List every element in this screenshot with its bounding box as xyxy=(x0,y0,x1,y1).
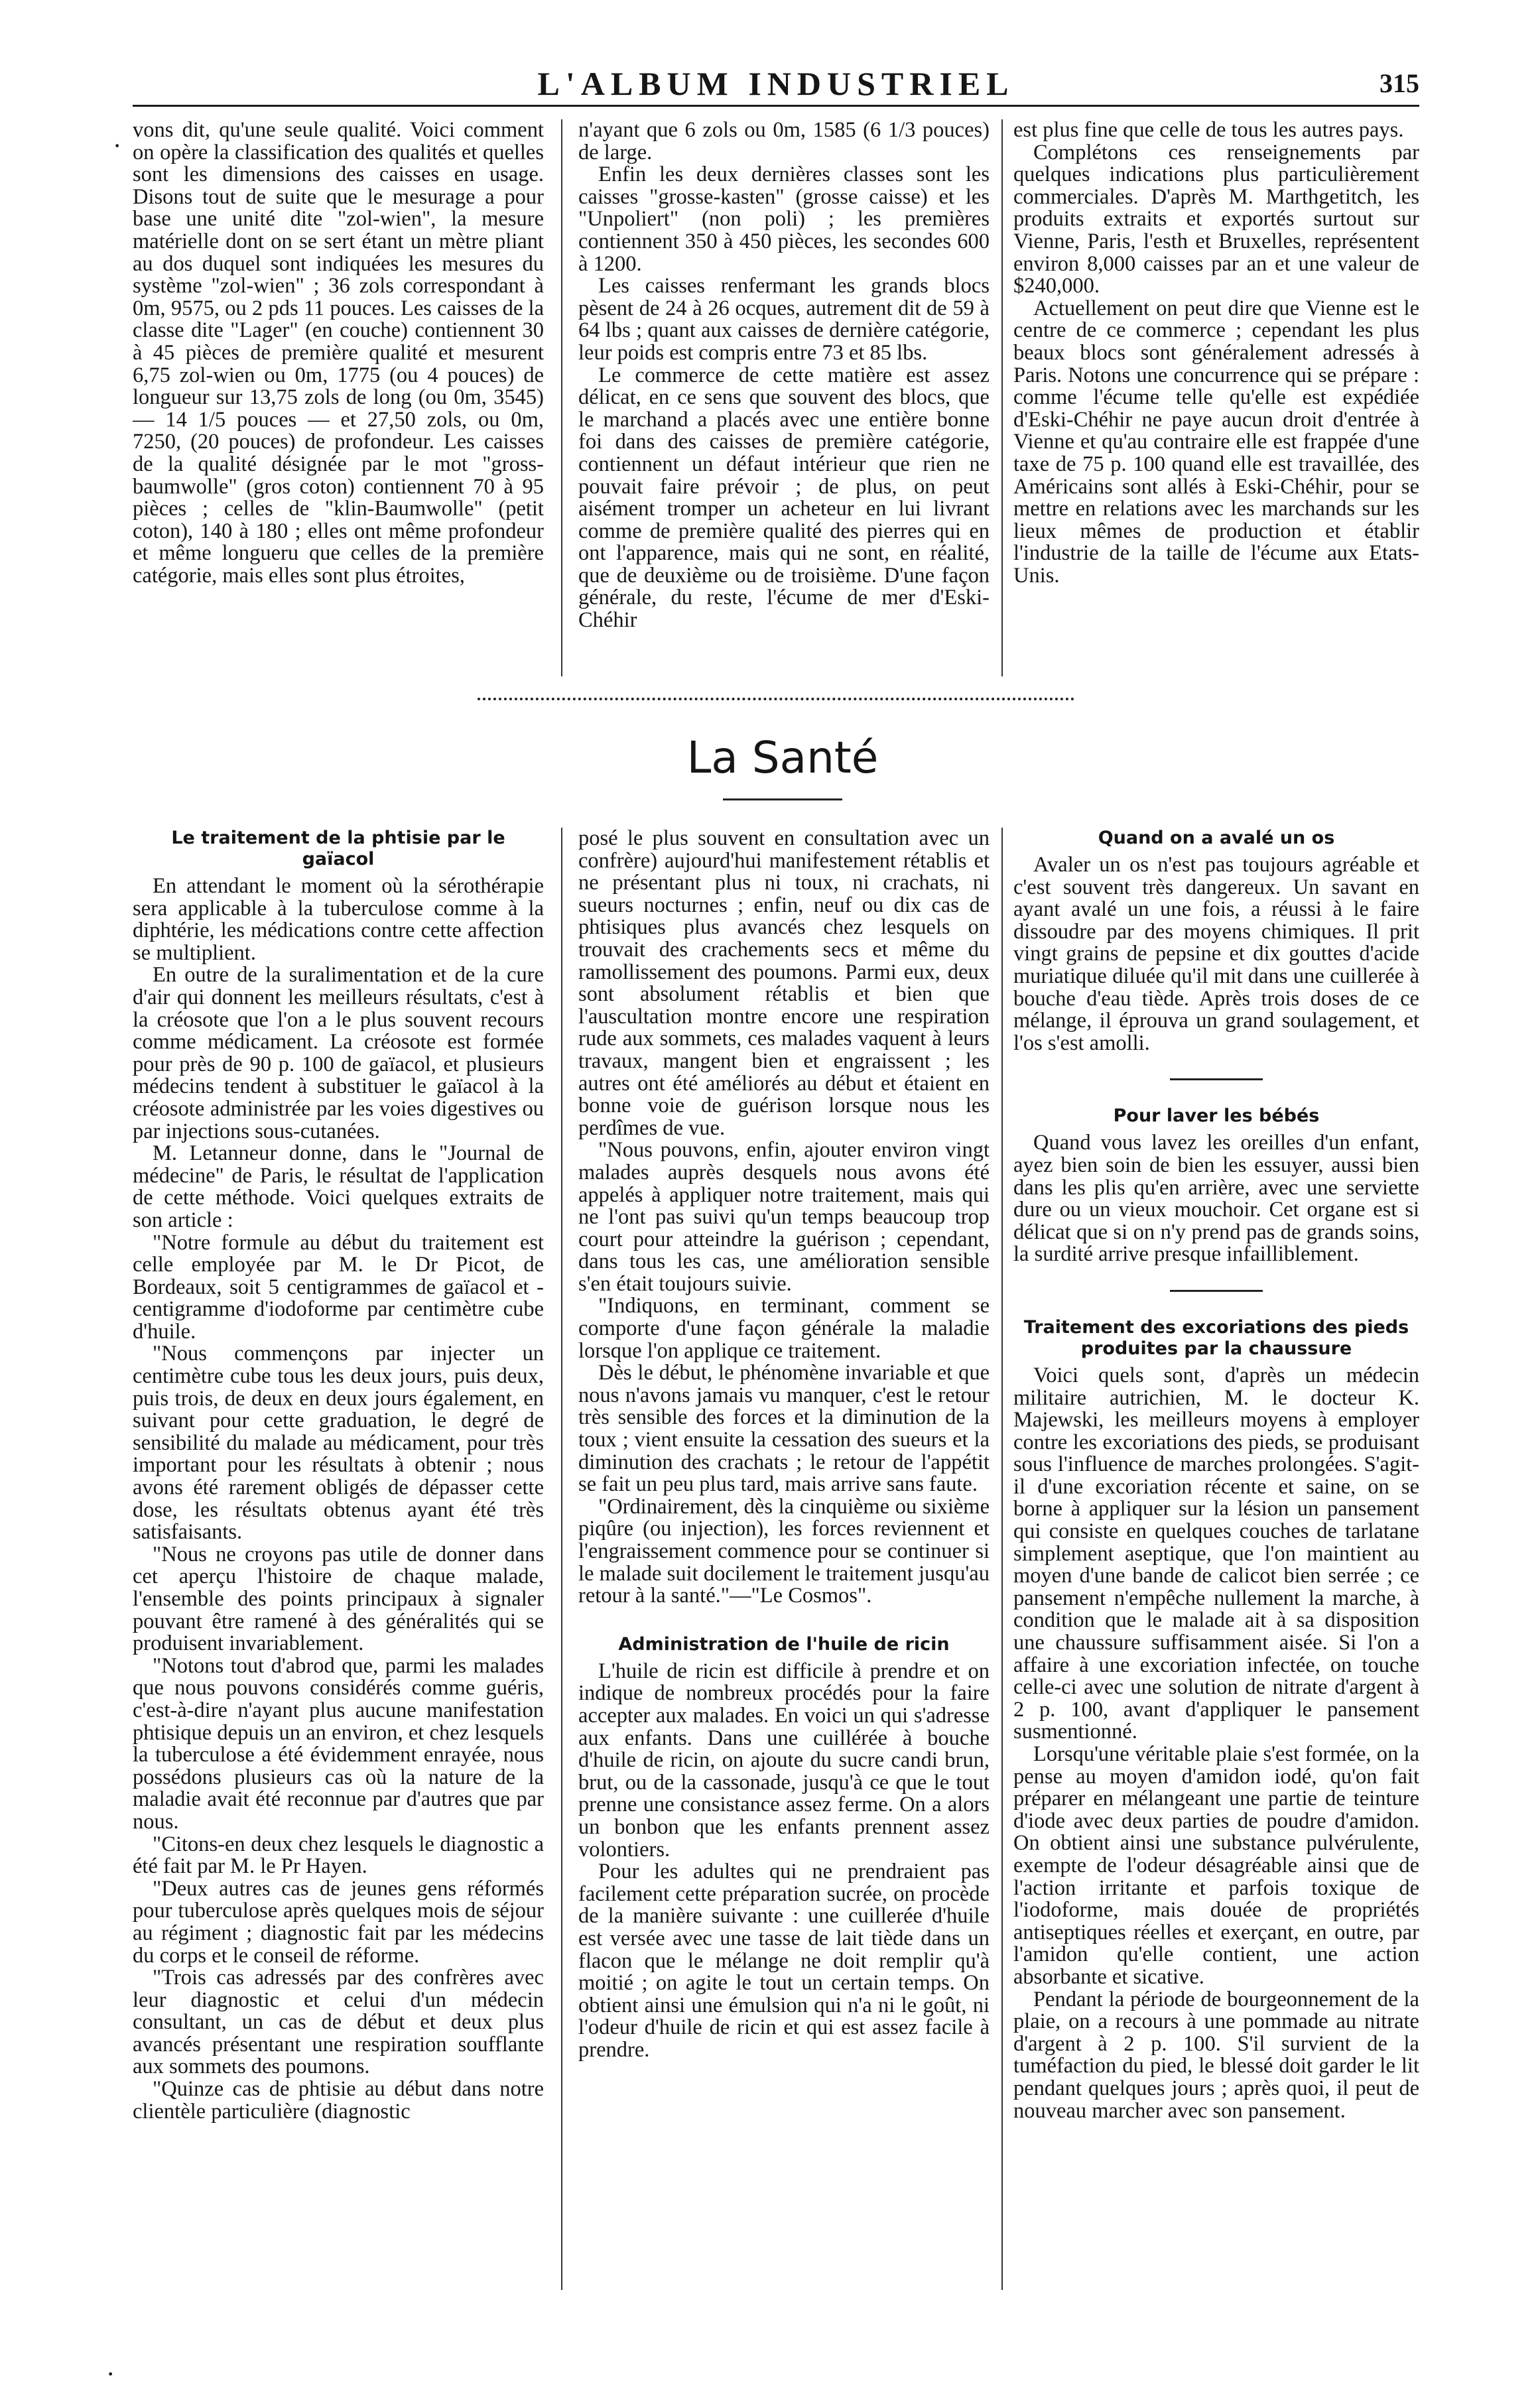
paragraph: "Citons-en deux chez lesquels le diagnostic a été fait par M. le Pr Hayen. xyxy=(133,1832,544,1879)
top-column-3 xyxy=(1013,119,1419,676)
column-rule xyxy=(561,119,562,676)
paragraph: "Deux autres cas de jeunes gens réformés pour tuberculose après quelques mois de séjour au régiment ; diagnostic fait par les médecins du corps et le conseil de réforme. xyxy=(133,1876,544,1968)
paragraph: "Trois cas adressés par des confrères avec leur diagnostic et celui d'un médecin consultant, un cas de début et deux plus avancés présentant une respiration soufflante aux sommets des poumons. xyxy=(133,1966,544,2079)
paragraph: est plus fine que celle de tous les autres pays. xyxy=(1013,119,1404,142)
section-separator xyxy=(478,698,1074,700)
top-column-2 xyxy=(578,119,990,676)
bottom-column-1 xyxy=(133,828,544,2290)
page-number: 315 xyxy=(1380,68,1419,98)
bottom-column-2 xyxy=(578,828,990,2290)
column-rule xyxy=(1001,828,1003,2290)
paragraph: Enfin les deux dernières classes sont les caisses "grosse-kasten" (grosse caisse) et les "Unpoliert" (non poli) ; les premières contiennent 350 à 450 pièces, les secondes 600 à 1200. xyxy=(578,162,990,276)
column-rule xyxy=(561,828,562,2290)
paragraph: Lorsqu'une véritable plaie s'est formée, on la pense au moyen d'amidon iodé, qu'on fait préparer en mélangeant une partie de teinture d'iode avec deux parties de poudre d'amidon. On obtient ainsi une substance pulvérulente, exempte de l'odeur désagréable ainsi que de l'action irritante et parfois toxique de l'iodoforme, mais douée de propriétés antiseptiques réelles et exerçant, en outre, par l'amidon qu'elle contient, une action absorbante et sicative. xyxy=(1013,1742,1419,1989)
article-heading-os: Quand on a avalé un os xyxy=(1098,828,1335,848)
top-column-1 xyxy=(133,119,544,676)
paragraph: "Notons tout d'abrod que, parmi les malades que nous pouvons considérés comme guéris, c'est-à-dire n'ayant plus aucune manifestation phtisique depuis un an environ, et chez lesquels la tuberculose a été évidemment enrayée, nous possédons plusieurs cas où la nature de la maladie avait été reconnue par d'autres que par nous. xyxy=(133,1653,544,1834)
paragraph: "Quinze cas de phtisie au début dans notre clientèle particulière (diagnostic xyxy=(133,2077,544,2123)
article-divider xyxy=(1170,1290,1263,1292)
paragraph: En attendant le moment où la sérothérapie sera applicable à la tuberculose comme à la diphtérie, les médications contre cette affection se multiplient. xyxy=(133,874,544,965)
running-title: L'ALBUM INDUSTRIEL xyxy=(537,65,1015,102)
paragraph: Complétons ces renseignements par quelques indications plus particulièrement commerciales. D'après M. Marthgetitch, les produits extraits et exportés surtout sur Vienne, Paris, l'esth et Bruxelles, représentent environ 8,000 caisses par an et une valeur de $240,000. xyxy=(1013,140,1419,298)
margin-dot: · xyxy=(113,131,122,160)
paragraph: Pour les adultes qui ne prendraient pas facilement cette préparation sucrée, on procède de la manière suivante : une cuillerée d'huile est versée avec une tasse de lait tiède dans un flacon que le mélange ne doit remplir qu'à moitié ; on agite le tout un certain temps. On obtient ainsi une émulsion qui n'a ni le goût, ni l'odeur d'huile de ricin et qui est assez facile à prendre. xyxy=(578,1860,990,2062)
paragraph: Pendant la période de bourgeonnement de la plaie, on a recours à une pommade au nitrate d'argent à 2 p. 100. S'il survient de la tuméfaction du pied, le blessé doit garder le lit pendant quelques jours ; après quoi, il peut de nouveau marcher avec son pansement. xyxy=(1013,1987,1419,2123)
paragraph: Dès le début, le phénomène invariable et que nous n'avons jamais vu manquer, c'est le retour très sensible des forces et la diminution de la toux ; vient ensuite la cessation des sueurs et la diminution des crachats ; le retour de l'appétit se fait un peu plus tard, mais arrive sans faute. xyxy=(578,1361,990,1497)
header-rule xyxy=(133,105,1419,107)
section-title: La Santé xyxy=(686,732,879,783)
article-divider xyxy=(1170,1078,1263,1080)
paragraph: Voici quels sont, d'après un médecin militaire autrichien, M. le docteur K. Majewski, les meilleurs moyens à employer contre les excoriations des pieds, se produisant sous l'influence de marches prolongées. S'agit-il d'une excoriation récente et saine, on se borne à appliquer sur la lésion un pansement qui consiste en quelques couches de tarlatane simplement aseptique, que l'on maintient au moyen d'une bande de calicot bien serrée ; ce pansement n'empêche nullement la marche, à condition que le malade ait à sa disposition une chaussure suffisamment aisée. Si l'on a affaire à une excoriation infectée, on touche celle-ci avec une solution de nitrate d'argent à 2 p. 100, avant d'appliquer le pansement susmentionné. xyxy=(1013,1363,1419,1744)
paragraph: "Notre formule au début du traitement est celle employée par M. le Dr Picot, de Bordeaux, soit 5 centigrammes de gaïacol et - centigramme d'iodoforme par centimètre cube d'huile. xyxy=(133,1230,544,1344)
paragraph: L'huile de ricin est difficile à prendre et on indique de nombreux procédés pour la faire accepter aux malades. En voici un qui s'adresse aux enfants. Dans une cuillérée à bouche d'huile de ricin, on ajoute du sucre candi brun, brut, ou de la cassonade, jusqu'à ce que le tout prenne une consistance assez ferme. On a alors un bonbon que les enfants prennent assez volontiers. xyxy=(578,1659,990,1862)
paragraph: En outre de la suralimentation et de la cure d'air qui donnent les meilleurs résultats, c'est à la créosote que l'on a le plus souvent recours comme médicament. La créosote est formée pour près de 90 p. 100 de gaïacol, et plusieurs médecins tendent à substituer le gaïacol à la créosote administrée par les voies digestives ou par injections sous-cutanées. xyxy=(133,963,544,1143)
column-rule xyxy=(1001,119,1003,676)
paragraph: "Nous commençons par injecter un centimètre cube tous les deux jours, puis deux, puis trois, de deux en deux jours également, en suivant pour cette graduation, le degré de sensibilité du malade au médicament, pour très important pour les résultats à obtenir ; nous avons été rarement obligés de dépasser cette dose, les résultats obtenus ayant été très satisfaisants. xyxy=(133,1342,544,1545)
paragraph: Actuellement on peut dire que Vienne est le centre de ce commerce ; cependant les plus beaux blocs sont généralement adressés à Paris. Notons une concurrence qui se prépare : comme l'écume telle qu'elle est expédiée d'Eski-Chéhir ne paye aucun droit d'entrée à Vienne et qu'au contraire elle est frappée d'une taxe de 75 p. 100 quand elle est travaillée, des Américains sont allés à Eski-Chéhir, pour se mettre en relations avec les marchands sur les lieux mêmes de production et établir l'industrie de la taille de l'écume aux Etats-Unis. xyxy=(1013,296,1419,588)
margin-dot: · xyxy=(106,2359,115,2389)
paragraph: vons dit, qu'une seule qualité. Voici comment on opère la classification des qualités et quelles sont les dimensions des caisses en usage. Disons tout de suite que le mesurage a pour base une unité dite "zol-wien", la mesure matérielle dont on se sert étant un mètre pliant au dos duquel sont indiquées les mesures du système "zol-wien" ; 36 zols correspondant à 0m, 9575, ou 2 pds 11 pouces. Les caisses de la classe dite "Lager" (en couche) contiennent 30 à 45 pièces de première qualité et mesurent 6,75 zol-wien ou 0m, 1775 (ou 4 pouces) de longueur sur 13,75 zols de long (ou 0m, 3545) — 14 1/5 pouces — et 27,50 zols, ou 0m, 7250, (20 pouces) de profondeur. Les caisses de la qualité désignée par le mot "gross-baumwolle" (gros coton) contiennent 70 à 95 pièces ; celles de "klin-Baumwolle" (petit coton), 140 à 180 ; elles ont même profondeur et même longueru que celles de la première catégorie, mais elles sont plus étroites, xyxy=(133,119,544,588)
paragraph: n'ayant que 6 zols ou 0m, 1585 (6 1/3 pouces) de large. xyxy=(578,119,990,164)
section-title-rule xyxy=(723,798,842,800)
bottom-column-3 xyxy=(1013,828,1419,2290)
page-header xyxy=(133,64,1419,103)
article-heading-ricin: Administration de l'huile de ricin xyxy=(618,1633,950,1655)
paragraph: "Indiquons, en terminant, comment se comporte d'une façon générale la maladie lorsque l'on applique ce traitement. xyxy=(578,1294,990,1363)
article-heading-excoriations: Traitement des excoriations des pieds produites par la chaussure xyxy=(1023,1316,1409,1359)
paragraph: "Ordinairement, dès la cinquième ou sixième piqûre (ou injection), les forces reviennent et l'engraissement commence pour se continuer si le malade suit docilement le traitement jusqu'au retour à la santé."—"Le Cosmos". xyxy=(578,1494,990,1608)
paragraph: "Nous pouvons, enfin, ajouter environ vingt malades auprès desquels nous avons été appelés à appliquer notre traitement, mais qui ne l'ont pas suivi qu'un temps beaucoup trop court pour atteindre la guérison ; cependant, dans tous les cas, une amélioration sensible s'en était toujours suivie. xyxy=(578,1138,990,1296)
paragraph: posé le plus souvent en consultation avec un confrère) aujourd'hui manifestement rétablis et ne présentant plus ni toux, ni crachats, ni sueurs nocturnes ; enfin, neuf ou dix cas de phtisiques plus avancés chez lesquels on trouvait des crachements secs et même du ramollissement des poumons. Parmi eux, deux sont absolument rétablis et bien que l'auscultation montre encore une respiration rude aux sommets, ces malades vaquent à leurs travaux, mangent bien et engraissent ; les autres ont été améliorés au début et étaient en bonne voie de guérison lorsque nous les perdîmes de vue. xyxy=(578,828,990,1140)
paragraph: Avaler un os n'est pas toujours agréable et c'est souvent très dangereux. Un savant en ayant avalé un une fois, a réussi à le faire dissoudre par des moyens chimiques. Il prit vingt grains de pepsine et dix gouttes d'acide muriatique diluée qu'il mit dans une cuillerée à bouche d'eau tiède. Après trois doses de ce mélange, il éprouva un grand soulagement, et l'os s'est amolli. xyxy=(1013,853,1419,1055)
paragraph: Quand vous lavez les oreilles d'un enfant, ayez bien soin de bien les essuyer, aussi bien dans les plis qu'en arrière, avec une serviette dure ou un vieux mouchoir. Cet organe est si délicat que si on n'y prend pas de grands soins, la surdité arrive presque infailliblement. xyxy=(1013,1131,1419,1267)
article-heading-phtisie: Le traitement de la phtisie par le gaïacol xyxy=(171,828,505,869)
article-gap xyxy=(578,1608,990,1634)
paragraph: "Nous ne croyons pas utile de donner dans cet aperçu l'histoire de chaque malade, l'ensemble des points principaux à signaler pouvant être ramené à des généralités qui se produisent invariablement. xyxy=(133,1542,544,1656)
paragraph: M. Letanneur donne, dans le "Journal de médecine" de Paris, le résultat de l'application de cette méthode. Voici quelques extraits de son article : xyxy=(133,1141,544,1232)
paragraph: Les caisses renfermant les grands blocs pèsent de 24 à 26 ocques, autrement dit de 59 à 64 lbs ; quant aux caisses de dernière catégorie, leur poids est compris entre 73 et 85 lbs. xyxy=(578,274,990,365)
paragraph: Le commerce de cette matière est assez délicat, en ce sens que souvent des blocs, que le marchand a placés avec une entière bonne foi dans des caisses de première catégorie, contiennent un défaut intérieur que rien ne pouvait faire prévoir ; de plus, on peut aisément tromper un acheteur en lui livrant comme de première qualité des pierres qui en ont l'apparence, mais qui ne sont, en réalité, que de deuxième ou de troisième. D'une façon générale, du reste, l'écume de mer d'Eski-Chéhir xyxy=(578,363,990,633)
article-heading-bebes: Pour laver les bébés xyxy=(1113,1106,1320,1127)
